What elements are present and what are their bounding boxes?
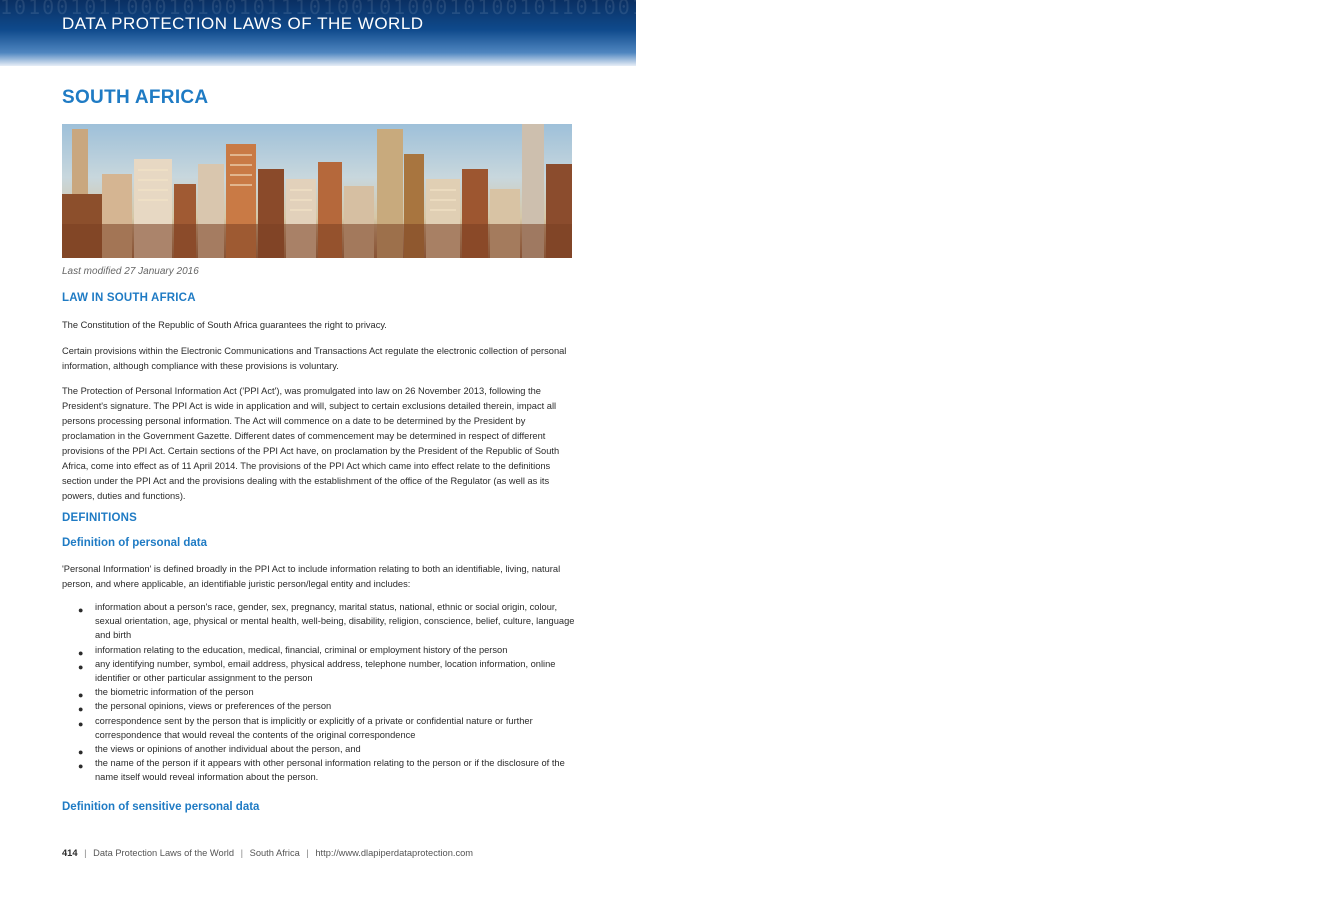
banner-title: DATA PROTECTION LAWS OF THE WORLD: [62, 14, 424, 33]
bullet-icon: ●: [78, 747, 84, 758]
personal-data-heading: Definition of personal data: [62, 537, 208, 549]
list-item: ● the views or opinions of another individual about the person, and: [62, 742, 577, 756]
list-item: ● the personal opinions, views or preferences of the person: [62, 699, 577, 713]
footer-separator: |: [306, 848, 309, 858]
banner-binary-pattern: 10100101100010100101110100101000101001011010010 0101101001011101001010010110100101110100101001: [0, 0, 1320, 19]
law-paragraph-2: Certain provisions within the Electronic Communications and Transactions Act regulate the electronic collection of personal information, although compliance with these provisions is voluntary.: [62, 346, 567, 371]
list-item: ● information relating to the education, medical, financial, criminal or employment history of the person: [62, 643, 577, 657]
bullet-icon: ●: [78, 605, 84, 615]
footer-publication: Data Protection Laws of the World: [93, 848, 235, 858]
header-banner: [0, 0, 1320, 66]
list-item: ● the biometric information of the person: [62, 685, 577, 699]
bullet-icon: ●: [78, 661, 84, 672]
last-modified-date: Last modified 27 January 2016: [62, 266, 199, 277]
list-item: ● any identifying number, symbol, email address, physical address, telephone number, location information, online identifier or other particular assignment to the person: [78, 658, 556, 684]
bullet-icon: ●: [78, 718, 84, 729]
personal-data-intro: 'Personal Information' is defined broadly in the PPI Act to include information relating to both an identifiable, living, natural person, and where applicable, an identifiable juristic person/legal entity and includes:: [62, 564, 561, 589]
sensitive-data-heading: Definition of sensitive personal data: [62, 801, 260, 813]
personal-data-list: [62, 600, 577, 785]
section-heading-law: LAW IN SOUTH AFRICA: [62, 292, 196, 304]
list-item: ● information about a person's race, gender, sex, pregnancy, marital status, national, ethnic or social origin, colour, sexual orientation, age, physical or mental health, well-being, disability, religion, conscience, belief, culture, language and birth: [78, 602, 575, 641]
list-item: ● the name of the person if it appears with other personal information relating to the person or if the disclosure of the name itself would reveal information about the person.: [78, 758, 565, 783]
law-paragraph-1: The Constitution of the Republic of South Africa guarantees the right to privacy.: [62, 320, 387, 330]
list-item: ● correspondence sent by the person that is implicitly or explicitly of a private or confidential nature or further correspondence that would reveal the contents of the original correspondence: [78, 715, 533, 740]
page-number: 414: [62, 848, 78, 858]
bullet-icon: ●: [78, 704, 84, 715]
footer-separator: |: [84, 848, 87, 858]
footer-country: South Africa: [249, 848, 300, 858]
footer-separator: |: [240, 848, 244, 858]
bullet-icon: ●: [78, 690, 84, 701]
page-footer: [62, 848, 473, 858]
city-skyline-photo: [62, 124, 572, 258]
section-heading-definitions: DEFINITIONS: [62, 512, 138, 524]
law-paragraph-3: The Protection of Personal Information Act ('PPI Act'), was promulgated into law on 26 November 2013, following the President's signature. The PPI Act is wide in application and will, subject to certain exclusions detailed therein, impact all persons processing personal information. The Act will commence on a date to be determined by the President by proclamation in the Government Gazette. Different dates of commencement may be determined in respect of different provisions of the PPI Act. Certain sections of the PPI Act have, on proclamation by the President of the Republic of South Africa, come into effect as of 11 April 2014. The provisions of the PPI Act which came into effect relate to the definitions section under the PPI Act and the provisions dealing with the establishment of the office of the Regulator (as well as its powers, duties and functions).: [62, 386, 560, 501]
footer-url[interactable]: http://www.dlapiperdataprotection.com: [315, 848, 474, 858]
bullet-icon: ●: [78, 761, 84, 772]
bullet-icon: ●: [78, 647, 84, 658]
country-title: SOUTH AFRICA: [62, 87, 209, 108]
